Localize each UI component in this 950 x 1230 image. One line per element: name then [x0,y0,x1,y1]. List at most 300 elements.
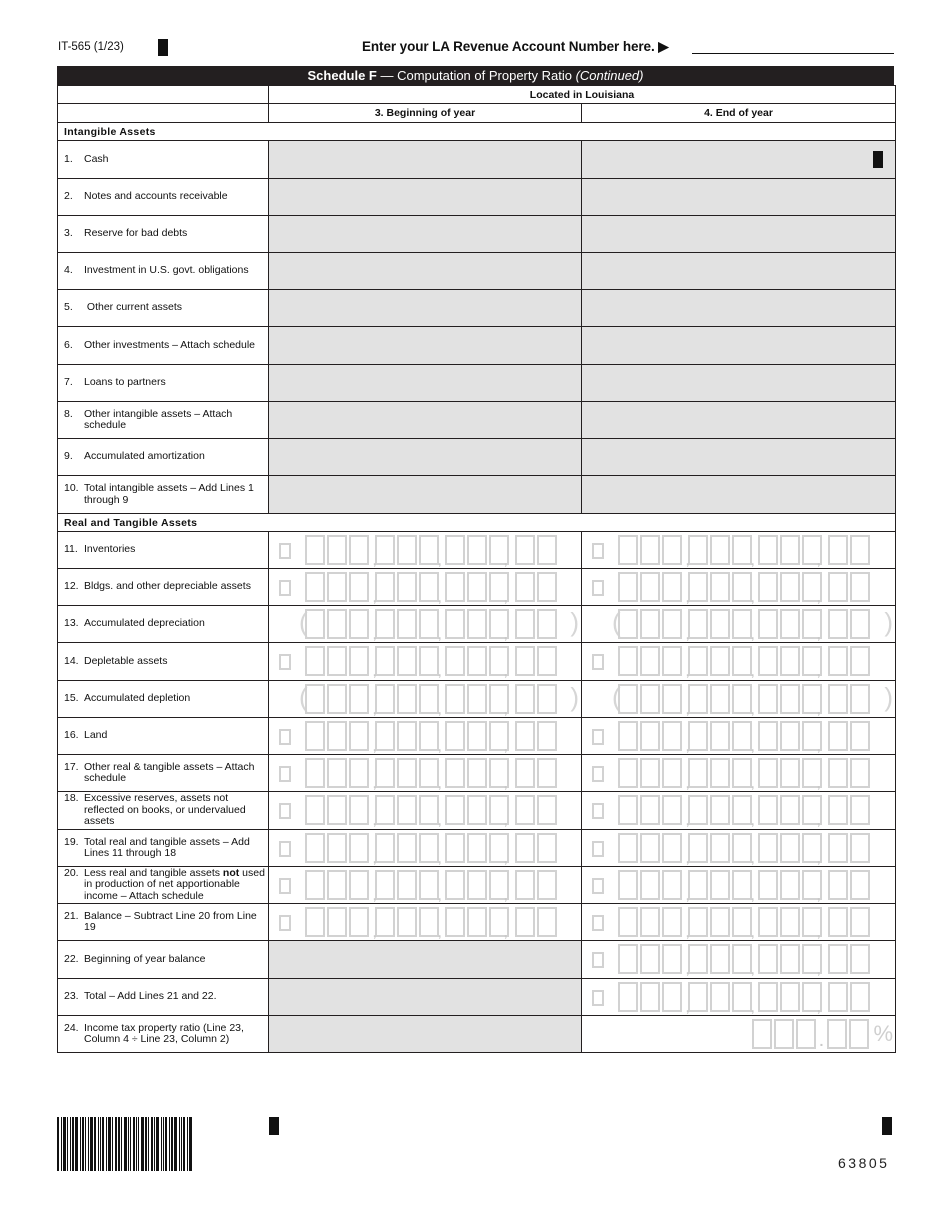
digit-box[interactable] [349,721,369,751]
digit-box[interactable] [780,535,800,565]
line-19-col3-entry[interactable] [269,830,582,867]
digit-box[interactable] [758,907,778,937]
amount-digit-boxes[interactable] [618,758,872,788]
digit-box[interactable] [467,646,487,676]
digit-box[interactable] [850,944,870,974]
digit-box[interactable] [732,572,752,602]
digit-box[interactable] [732,982,752,1012]
digit-box[interactable] [375,646,395,676]
digit-box[interactable] [758,684,778,714]
amount-digit-boxes[interactable] [305,609,559,639]
digit-box[interactable] [710,907,730,937]
digit-box[interactable] [445,870,465,900]
digit-box[interactable] [780,907,800,937]
digit-box[interactable] [327,572,347,602]
digit-box[interactable] [327,684,347,714]
digit-box[interactable] [349,609,369,639]
digit-box[interactable] [515,535,535,565]
digit-box[interactable] [467,572,487,602]
sign-box[interactable] [592,803,604,819]
digit-box[interactable] [515,833,535,863]
digit-box[interactable] [850,795,870,825]
digit-box[interactable] [640,944,660,974]
digit-box[interactable] [305,758,325,788]
digit-box[interactable] [828,870,848,900]
digit-box[interactable] [850,907,870,937]
digit-box[interactable] [375,870,395,900]
digit-box[interactable] [850,982,870,1012]
digit-box[interactable] [467,870,487,900]
digit-box[interactable] [640,684,660,714]
line-15-col3-entry[interactable] [269,681,582,718]
amount-digit-boxes[interactable] [305,907,559,937]
line-21-col4-entry[interactable] [582,904,896,941]
line-20-col3-entry[interactable] [269,867,582,904]
digit-box[interactable] [710,535,730,565]
amount-digit-boxes[interactable] [618,684,872,714]
line-20-col4-entry[interactable] [582,867,896,904]
digit-box[interactable] [662,721,682,751]
digit-box[interactable] [688,982,708,1012]
digit-box[interactable] [327,721,347,751]
digit-box[interactable] [515,609,535,639]
digit-box[interactable] [640,609,660,639]
digit-box[interactable] [419,795,439,825]
amount-digit-boxes[interactable] [305,870,559,900]
amount-digit-boxes[interactable] [618,907,872,937]
digit-box[interactable] [305,609,325,639]
digit-box[interactable] [758,870,778,900]
digit-box[interactable] [828,833,848,863]
digit-box[interactable] [640,646,660,676]
sign-box[interactable] [592,878,604,894]
sign-box[interactable] [592,729,604,745]
digit-box[interactable] [828,907,848,937]
digit-box[interactable] [327,609,347,639]
sign-box[interactable] [279,915,291,931]
digit-box[interactable] [662,982,682,1012]
digit-box[interactable] [780,758,800,788]
digit-box[interactable] [419,535,439,565]
digit-box[interactable] [780,870,800,900]
amount-digit-boxes[interactable] [305,833,559,863]
digit-box[interactable] [349,795,369,825]
digit-box[interactable] [618,907,638,937]
digit-box[interactable] [419,870,439,900]
line-14-col4-entry[interactable] [582,643,896,681]
amount-digit-boxes[interactable] [618,721,872,751]
digit-box[interactable] [850,833,870,863]
digit-box[interactable] [710,646,730,676]
digit-box[interactable] [758,758,778,788]
digit-box[interactable] [375,795,395,825]
digit-box[interactable] [397,833,417,863]
sign-box[interactable] [279,543,291,559]
digit-box[interactable] [758,646,778,676]
digit-box[interactable] [688,795,708,825]
digit-box[interactable] [688,721,708,751]
digit-box[interactable] [618,944,638,974]
digit-box[interactable] [305,535,325,565]
digit-box[interactable] [305,833,325,863]
digit-box[interactable] [397,572,417,602]
digit-box[interactable] [445,646,465,676]
digit-box[interactable] [710,870,730,900]
digit-box[interactable] [688,646,708,676]
digit-box[interactable] [828,795,848,825]
digit-box[interactable] [732,535,752,565]
digit-box[interactable] [774,1019,794,1049]
digit-box[interactable] [618,572,638,602]
digit-box[interactable] [618,758,638,788]
digit-box[interactable] [780,833,800,863]
digit-box[interactable] [710,833,730,863]
digit-box[interactable] [752,1019,772,1049]
digit-box[interactable] [688,758,708,788]
digit-box[interactable] [849,1019,869,1049]
digit-box[interactable] [828,684,848,714]
amount-digit-boxes[interactable] [618,609,872,639]
digit-box[interactable] [419,907,439,937]
digit-box[interactable] [828,944,848,974]
digit-box[interactable] [419,572,439,602]
digit-box[interactable] [349,758,369,788]
digit-box[interactable] [445,684,465,714]
digit-box[interactable] [305,646,325,676]
digit-box[interactable] [349,907,369,937]
digit-box[interactable] [349,572,369,602]
sign-box[interactable] [592,915,604,931]
digit-box[interactable] [327,758,347,788]
digit-box[interactable] [537,833,557,863]
digit-box[interactable] [327,646,347,676]
amount-digit-boxes[interactable] [618,982,872,1012]
digit-box[interactable] [419,609,439,639]
line-15-col4-entry[interactable] [582,681,896,718]
line-21-col3-entry[interactable] [269,904,582,941]
digit-box[interactable] [327,870,347,900]
digit-box[interactable] [537,609,557,639]
digit-box[interactable] [688,870,708,900]
digit-box[interactable] [467,535,487,565]
digit-box[interactable] [515,758,535,788]
digit-box[interactable] [305,572,325,602]
digit-box[interactable] [305,684,325,714]
digit-box[interactable] [780,684,800,714]
digit-box[interactable] [662,646,682,676]
digit-box[interactable] [618,982,638,1012]
digit-box[interactable] [618,721,638,751]
amount-digit-boxes[interactable] [618,535,872,565]
digit-box[interactable] [349,870,369,900]
line-12-col4-entry[interactable] [582,569,896,606]
sign-box[interactable] [279,729,291,745]
digit-box[interactable] [780,572,800,602]
digit-box[interactable] [827,1019,847,1049]
digit-box[interactable] [640,572,660,602]
digit-box[interactable] [710,944,730,974]
digit-box[interactable] [375,684,395,714]
amount-digit-boxes[interactable] [618,572,872,602]
digit-box[interactable] [375,758,395,788]
digit-box[interactable] [537,758,557,788]
digit-box[interactable] [445,758,465,788]
digit-box[interactable] [640,982,660,1012]
digit-box[interactable] [419,721,439,751]
digit-box[interactable] [397,684,417,714]
digit-box[interactable] [375,833,395,863]
digit-box[interactable] [445,721,465,751]
digit-box[interactable] [537,646,557,676]
digit-box[interactable] [640,721,660,751]
line-14-col3-entry[interactable] [269,643,582,681]
sign-box[interactable] [279,580,291,596]
digit-box[interactable] [662,609,682,639]
digit-box[interactable] [710,572,730,602]
digit-box[interactable] [688,907,708,937]
digit-box[interactable] [640,833,660,863]
digit-box[interactable] [375,721,395,751]
digit-box[interactable] [397,870,417,900]
line-17-col4-entry[interactable] [582,755,896,792]
digit-box[interactable] [618,833,638,863]
digit-box[interactable] [445,609,465,639]
digit-box[interactable] [467,609,487,639]
digit-box[interactable] [662,535,682,565]
digit-box[interactable] [537,535,557,565]
amount-digit-boxes[interactable] [618,646,872,676]
digit-box[interactable] [796,1019,816,1049]
sign-box[interactable] [592,543,604,559]
digit-box[interactable] [618,646,638,676]
digit-box[interactable] [710,758,730,788]
digit-box[interactable] [758,982,778,1012]
amount-digit-boxes[interactable] [305,684,559,714]
sign-box[interactable] [592,952,604,968]
amount-digit-boxes[interactable] [618,795,872,825]
digit-box[interactable] [419,758,439,788]
amount-digit-boxes[interactable] [305,535,559,565]
line-17-col3-entry[interactable] [269,755,582,792]
digit-box[interactable] [515,572,535,602]
digit-box[interactable] [445,535,465,565]
digit-box[interactable] [305,795,325,825]
digit-box[interactable] [758,572,778,602]
digit-box[interactable] [710,795,730,825]
sign-box[interactable] [592,654,604,670]
digit-box[interactable] [850,535,870,565]
amount-digit-boxes[interactable] [305,795,559,825]
line-18-col4-entry[interactable] [582,792,896,830]
digit-box[interactable] [397,646,417,676]
digit-box[interactable] [327,907,347,937]
ratio-percent-boxes[interactable] [752,1019,893,1049]
digit-box[interactable] [349,535,369,565]
digit-box[interactable] [397,907,417,937]
line-13-col4-entry[interactable] [582,606,896,643]
digit-box[interactable] [758,833,778,863]
digit-box[interactable] [828,721,848,751]
digit-box[interactable] [640,758,660,788]
sign-box[interactable] [279,766,291,782]
digit-box[interactable] [732,795,752,825]
digit-box[interactable] [828,572,848,602]
digit-box[interactable] [688,572,708,602]
digit-box[interactable] [327,535,347,565]
digit-box[interactable] [780,609,800,639]
digit-box[interactable] [850,684,870,714]
amount-digit-boxes[interactable] [618,833,872,863]
digit-box[interactable] [662,795,682,825]
digit-box[interactable] [445,907,465,937]
line-22-col4-entry[interactable] [582,941,896,979]
sign-box[interactable] [279,878,291,894]
amount-digit-boxes[interactable] [305,721,559,751]
digit-box[interactable] [780,944,800,974]
line-24-col4-entry[interactable] [582,1016,896,1053]
digit-box[interactable] [618,609,638,639]
line-16-col3-entry[interactable] [269,718,582,755]
digit-box[interactable] [758,609,778,639]
digit-box[interactable] [419,646,439,676]
digit-box[interactable] [828,535,848,565]
digit-box[interactable] [305,721,325,751]
digit-box[interactable] [515,684,535,714]
digit-box[interactable] [640,907,660,937]
digit-box[interactable] [397,795,417,825]
line-18-col3-entry[interactable] [269,792,582,830]
digit-box[interactable] [445,795,465,825]
digit-box[interactable] [688,684,708,714]
digit-box[interactable] [780,982,800,1012]
digit-box[interactable] [758,795,778,825]
digit-box[interactable] [375,535,395,565]
sign-box[interactable] [279,841,291,857]
digit-box[interactable] [537,684,557,714]
digit-box[interactable] [732,833,752,863]
line-11-col3-entry[interactable] [269,532,582,569]
digit-box[interactable] [828,609,848,639]
line-11-col4-entry[interactable] [582,532,896,569]
digit-box[interactable] [349,684,369,714]
digit-box[interactable] [710,684,730,714]
sign-box[interactable] [279,803,291,819]
digit-box[interactable] [828,646,848,676]
digit-box[interactable] [688,944,708,974]
digit-box[interactable] [732,907,752,937]
digit-box[interactable] [349,646,369,676]
digit-box[interactable] [732,609,752,639]
digit-box[interactable] [467,758,487,788]
digit-box[interactable] [537,795,557,825]
digit-box[interactable] [828,758,848,788]
digit-box[interactable] [780,646,800,676]
digit-box[interactable] [618,795,638,825]
digit-box[interactable] [828,982,848,1012]
digit-box[interactable] [780,721,800,751]
digit-box[interactable] [688,833,708,863]
digit-box[interactable] [349,833,369,863]
digit-box[interactable] [618,684,638,714]
digit-box[interactable] [537,721,557,751]
digit-box[interactable] [662,833,682,863]
line-19-col4-entry[interactable] [582,830,896,867]
digit-box[interactable] [732,758,752,788]
digit-box[interactable] [850,572,870,602]
digit-box[interactable] [710,982,730,1012]
digit-box[interactable] [305,907,325,937]
amount-digit-boxes[interactable] [618,944,872,974]
sign-box[interactable] [279,654,291,670]
digit-box[interactable] [688,535,708,565]
digit-box[interactable] [467,833,487,863]
digit-box[interactable] [537,870,557,900]
digit-box[interactable] [688,609,708,639]
digit-box[interactable] [850,646,870,676]
digit-box[interactable] [732,684,752,714]
digit-box[interactable] [537,572,557,602]
amount-digit-boxes[interactable] [618,870,872,900]
digit-box[interactable] [467,684,487,714]
digit-box[interactable] [710,609,730,639]
digit-box[interactable] [375,572,395,602]
digit-box[interactable] [515,646,535,676]
digit-box[interactable] [732,870,752,900]
amount-digit-boxes[interactable] [305,646,559,676]
digit-box[interactable] [515,907,535,937]
digit-box[interactable] [850,870,870,900]
digit-box[interactable] [758,535,778,565]
digit-box[interactable] [397,535,417,565]
digit-box[interactable] [419,684,439,714]
digit-box[interactable] [662,944,682,974]
amount-digit-boxes[interactable] [305,572,559,602]
digit-box[interactable] [397,609,417,639]
digit-box[interactable] [850,758,870,788]
digit-box[interactable] [375,907,395,937]
digit-box[interactable] [662,572,682,602]
digit-box[interactable] [640,535,660,565]
account-number-input[interactable] [692,53,894,54]
digit-box[interactable] [662,870,682,900]
digit-box[interactable] [397,758,417,788]
digit-box[interactable] [732,944,752,974]
digit-box[interactable] [758,944,778,974]
line-13-col3-entry[interactable] [269,606,582,643]
digit-box[interactable] [758,721,778,751]
digit-box[interactable] [327,795,347,825]
digit-box[interactable] [467,721,487,751]
sign-box[interactable] [592,990,604,1006]
line-12-col3-entry[interactable] [269,569,582,606]
digit-box[interactable] [780,795,800,825]
digit-box[interactable] [305,870,325,900]
digit-box[interactable] [662,758,682,788]
sign-box[interactable] [592,766,604,782]
digit-box[interactable] [640,870,660,900]
digit-box[interactable] [640,795,660,825]
digit-box[interactable] [397,721,417,751]
digit-box[interactable] [618,535,638,565]
line-23-col4-entry[interactable] [582,979,896,1016]
digit-box[interactable] [515,795,535,825]
digit-box[interactable] [732,721,752,751]
sign-box[interactable] [592,580,604,596]
digit-box[interactable] [710,721,730,751]
digit-box[interactable] [515,721,535,751]
digit-box[interactable] [618,870,638,900]
line-16-col4-entry[interactable] [582,718,896,755]
